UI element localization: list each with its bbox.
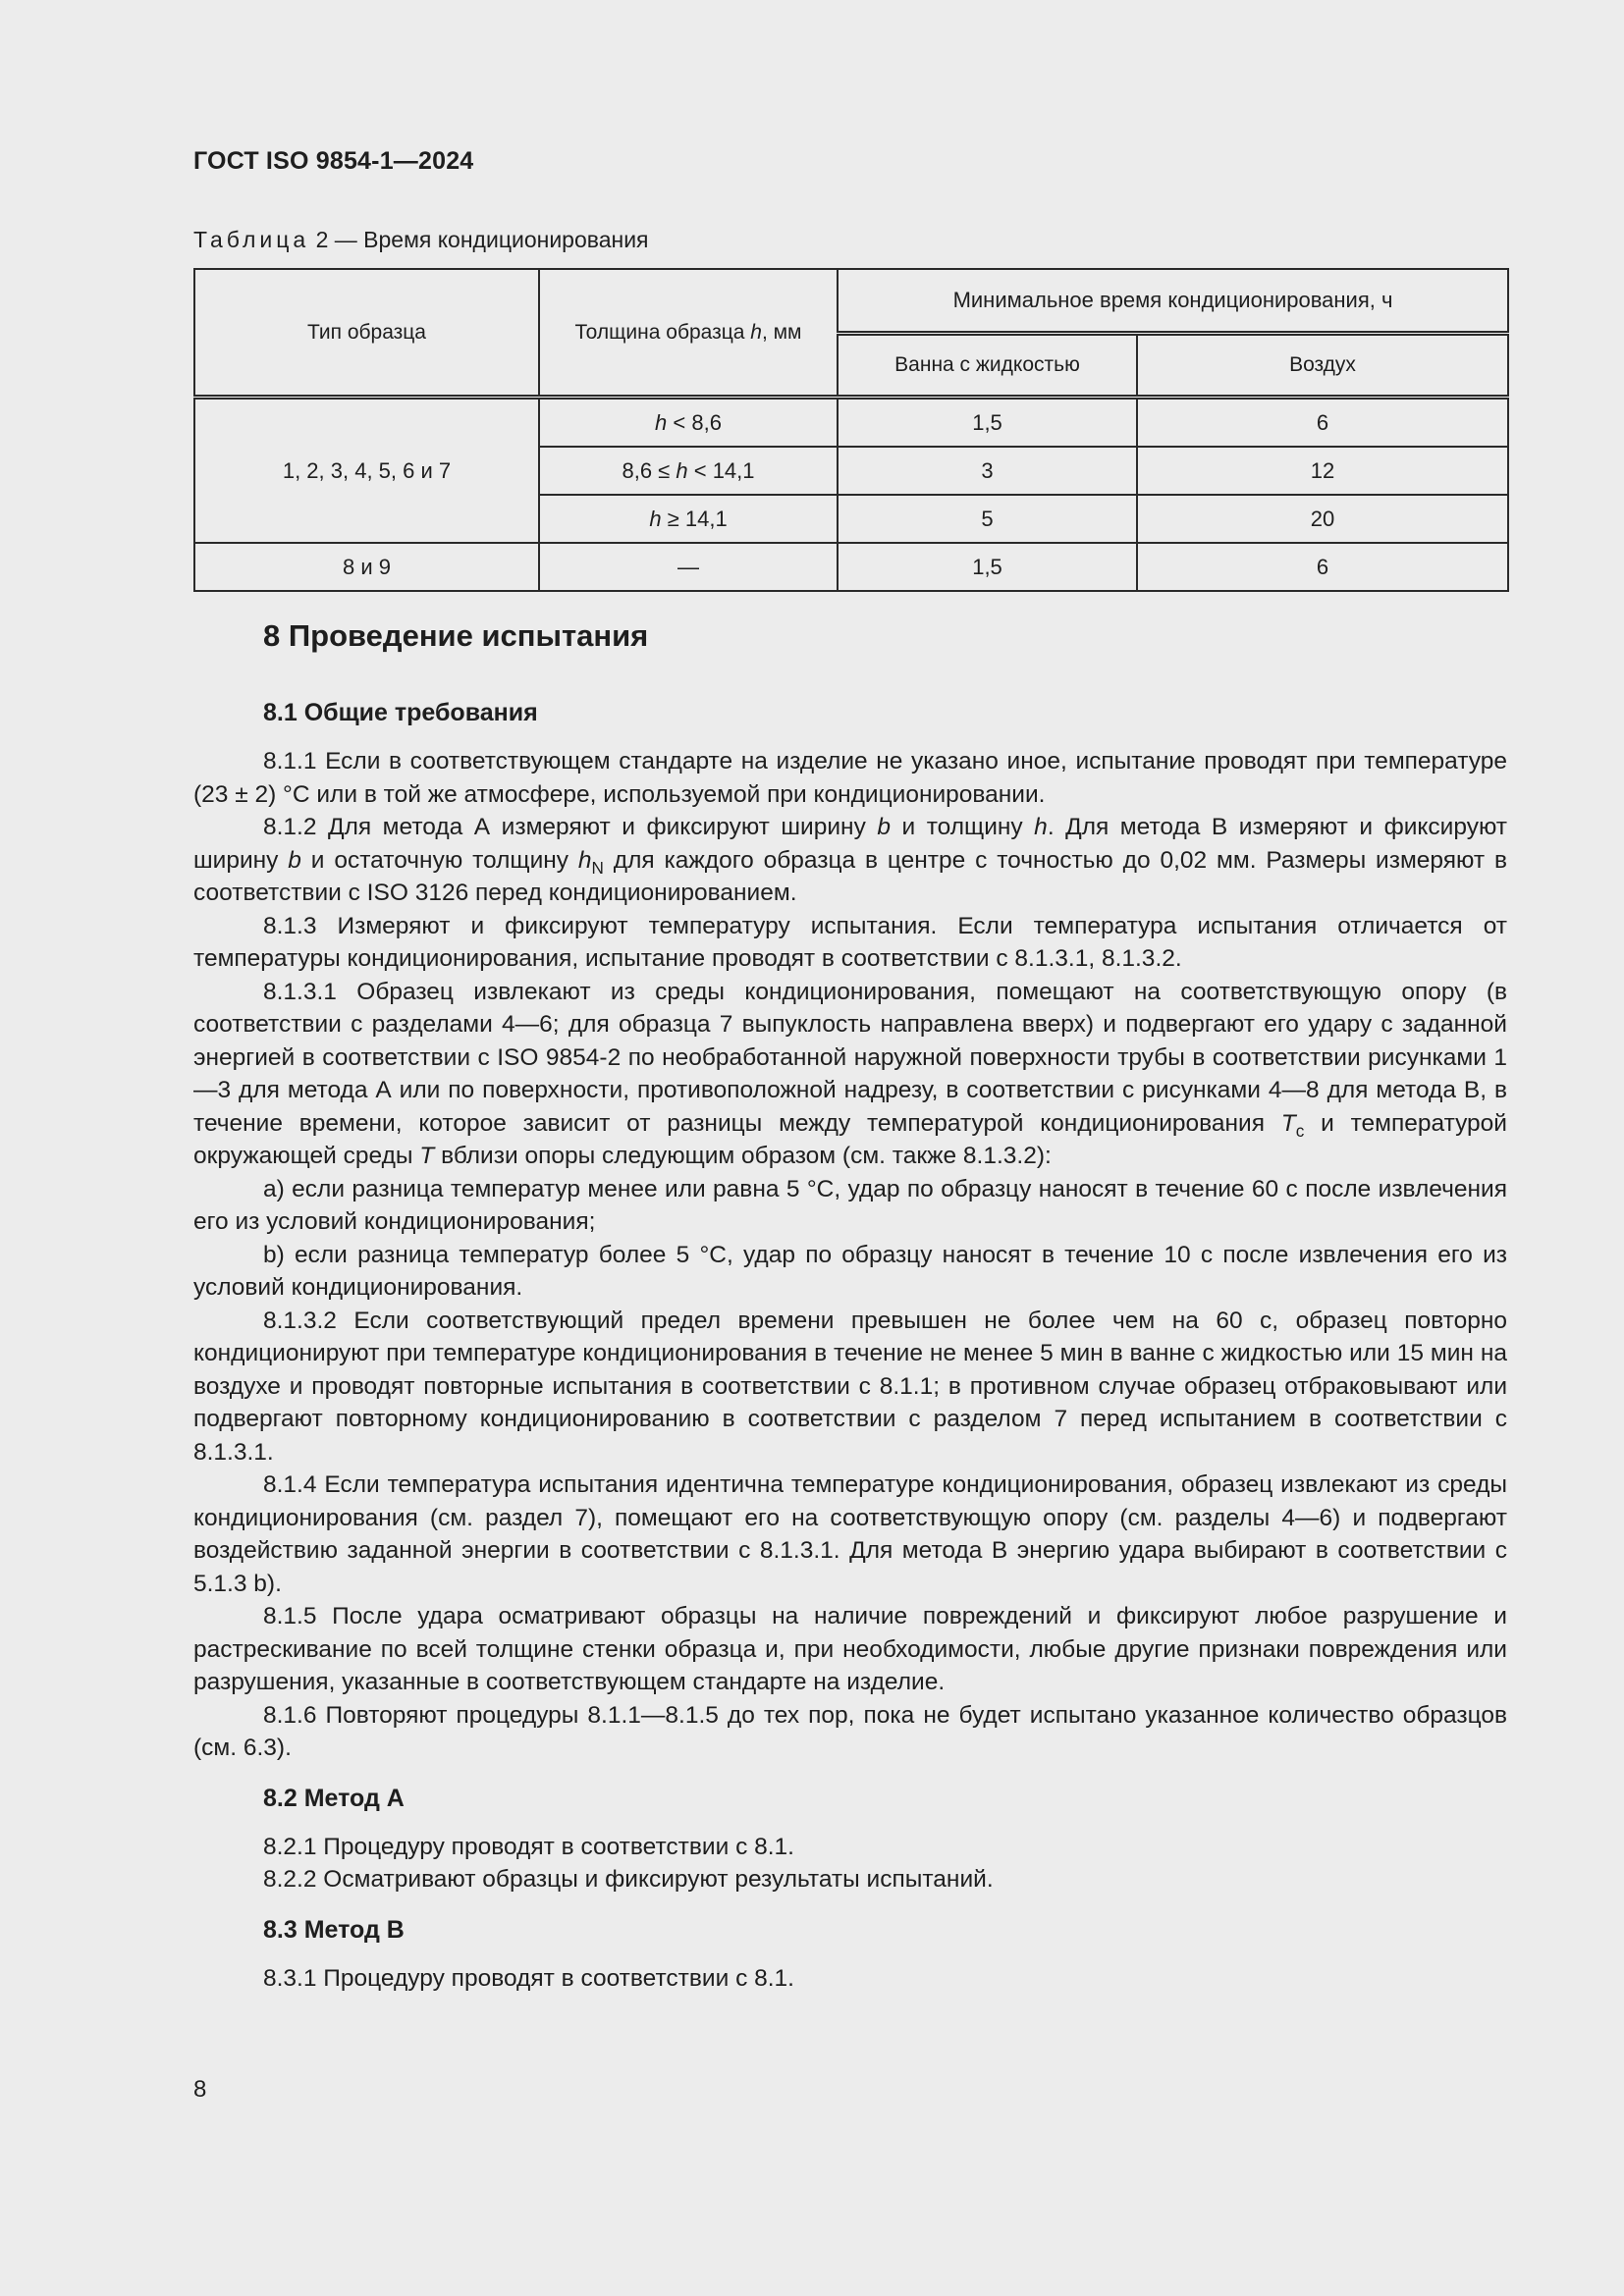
cell-type: 8 и 9 — [194, 543, 539, 591]
main-content — [193, 618, 1507, 1995]
cell-liquid: 5 — [838, 495, 1137, 543]
table-header-row — [194, 269, 1508, 334]
header-air: Воздух — [1137, 334, 1508, 398]
paragraph-8-1-6: 8.1.6 Повторяют процедуры 8.1.1—8.1.5 до тех пор, пока не будет испытано указанное количество образцов (см. 6.3). — [193, 1701, 1507, 1761]
cell-liquid: 1,5 — [838, 543, 1137, 591]
header-min-time: Минимальное время кондиционирования, ч — [838, 269, 1508, 334]
paragraph-8-1-1: 8.1.1 Если в соответствующем стандарте на изделие не указано иное, испытание проводят при температуре (23 ± 2) °С или в той же атмосфере, используемой при кондиционировании. — [193, 748, 1507, 808]
list-item-a: a) если разница температур менее или равна 5 °С, удар по образцу наносят в течение 60 с после извлечения его из условий кондиционирования; — [193, 1175, 1507, 1235]
paragraph-8-1-4: 8.1.4 Если температура испытания идентична температуре кондиционирования, образец извлекают из среды кондиционирования (см. раздел 7), помещают его на соответствующую опору (см. разделы 4—6) и подвергают воздействию заданной энергии в соответствии с 8.1.3.1. Для метода В энергию удара выбирают в соответствии с 5.1.3 b). — [193, 1471, 1507, 1597]
cell-air: 6 — [1137, 543, 1508, 591]
cell-thickness: 8,6 ≤ h < 14,1 — [539, 447, 838, 495]
header-liquid-bath: Ванна с жидкостью — [838, 334, 1137, 398]
cell-air: 20 — [1137, 495, 1508, 543]
page-number: 8 — [193, 2076, 207, 2103]
section-8-2-title: 8.2 Метод А — [263, 1784, 405, 1812]
paragraph-8-2-2: 8.2.2 Осматривают образцы и фиксируют результаты испытаний. — [263, 1866, 994, 1893]
header-specimen-type: Тип образца — [194, 269, 539, 398]
table-caption — [193, 227, 649, 253]
cell-thickness: — — [539, 543, 838, 591]
cell-air: 6 — [1137, 398, 1508, 448]
table-caption-title: 2 — Время кондиционирования — [309, 227, 649, 252]
section-8-title: 8 Проведение испытания — [263, 618, 649, 653]
paragraph-8-1-2: 8.1.2 Для метода А измеряют и фиксируют ширину b и толщину h. Для метода В измеряют и фиксируют ширину b и остаточную толщину $h_N$ для каждого образца в центре с точностью до 0,02 мм. Размеры измеряют в соответствии с ISO 3126 перед кондиционированием. — [193, 814, 1507, 906]
document-header: ГОСТ ISO 9854-1—2024 — [193, 147, 474, 175]
table-row — [194, 398, 1508, 448]
cell-air: 12 — [1137, 447, 1508, 495]
section-8-1-title: 8.1 Общие требования — [263, 699, 538, 726]
header-thickness: Толщина образца h, мм — [539, 269, 838, 398]
cell-liquid: 3 — [838, 447, 1137, 495]
cell-type: 1, 2, 3, 4, 5, 6 и 7 — [194, 398, 539, 544]
conditioning-time-table — [193, 268, 1509, 592]
list-item-b: b) если разница температур более 5 °С, удар по образцу наносят в течение 10 с после извлечения его из условий кондиционирования. — [193, 1241, 1507, 1301]
paragraph-8-3-1: 8.3.1 Процедуру проводят в соответствии с 8.1. — [263, 1964, 794, 1992]
paragraph-8-1-3-2: 8.1.3.2 Если соответствующий предел времени превышен не более чем на 60 с, образец повторно кондиционируют при температуре кондиционирования в течение не менее 5 мин в ванне с жидкостью или 15 мин на воздухе и проводят повторные испытания в соответствии с 8.1.1; в противном случае образец отбраковывают или подвергают повторному кондиционированию в соответствии с разделом 7 перед испытанием в соответствии с 8.1.3.1. — [193, 1307, 1507, 1466]
section-8-3-title: 8.3 Метод В — [263, 1915, 405, 1944]
table-caption-word: Таблица — [193, 227, 310, 252]
table-row — [194, 543, 1508, 591]
paragraph-8-1-3-1: 8.1.3.1 Образец извлекают из среды кондиционирования, помещают на соответствующую опору (в соответствии с разделами 4—6; для образца 7 выпуклость направлена вверх) и подвергают его удару с заданной энергией в соответствии с ISO 9854-2 по необработанной наружной поверхности трубы в соответствии рисунками 1—3 для метода А или по поверхности, противоположной надрезу, в соответствии с рисунками 4—8 для метода В, в течение времени, которое зависит от разницы между температурой кондиционирования $T_c$ и температурой окружающей среды T вблизи опоры следующим образом (см. также 8.1.3.2): — [193, 978, 1507, 1169]
paragraph-8-1-3: 8.1.3 Измеряют и фиксируют температуру испытания. Если температура испытания отличается от температуры кондиционирования, испытание проводят в соответствии с 8.1.3.1, 8.1.3.2. — [193, 912, 1507, 972]
cell-thickness: h < 8,6 — [539, 398, 838, 448]
cell-liquid: 1,5 — [838, 398, 1137, 448]
paragraph-8-2-1: 8.2.1 Процедуру проводят в соответствии с 8.1. — [263, 1833, 794, 1860]
paragraph-8-1-5: 8.1.5 После удара осматривают образцы на наличие повреждений и фиксируют любое разрушение и растрескивание по всей толщине стенки образца и, при необходимости, любые другие признаки повреждения или разрушения, указанные в соответствующем стандарте на изделие. — [193, 1603, 1507, 1695]
cell-thickness: h ≥ 14,1 — [539, 495, 838, 543]
